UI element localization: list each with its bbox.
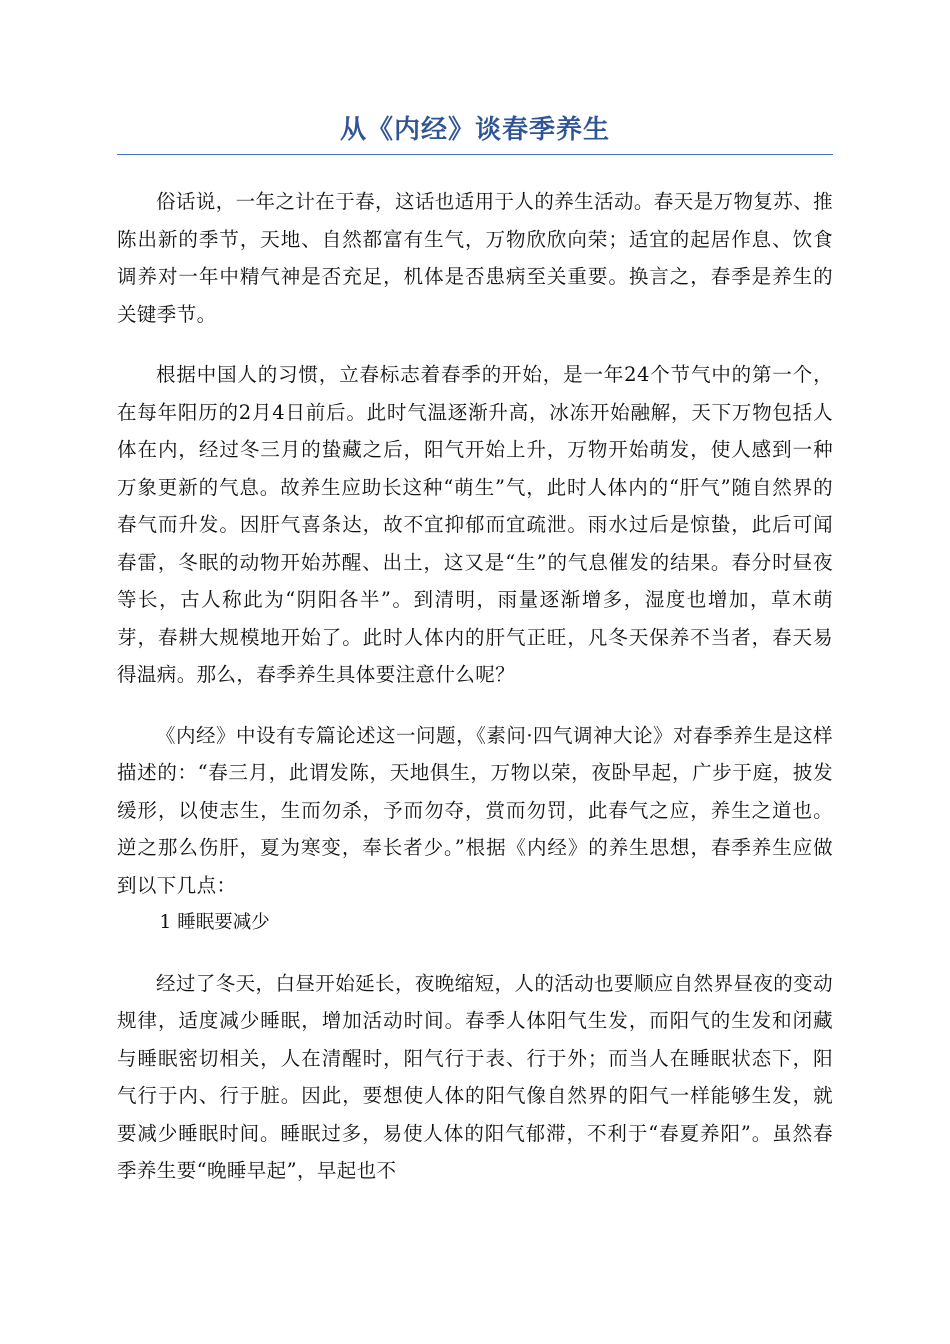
paragraph-lichun: 根据中国人的习惯，立春标志着春季的开始，是一年24个节气中的第一个，在每年阳历的2月4日前后。此时气温逐渐升高，冰冻开始融解，天下万物包括人体在内，经过冬三月的蛰藏之后，阳气开始上升，万物开始萌发，使人感到一种万象更新的气息。故养生应助长这种“萌生”气，此时人体内的“肝气”随自然界的春气而升发。因肝气喜条达，故不宜抑郁而宜疏泄。雨水过后是惊蛰，此后可闻春雷，冬眠的动物开始苏醒、出土，这又是“生”的气息催发的结果。春分时昼夜等长，古人称此为“阴阳各半”。到清明，雨量逐渐增多，湿度也增加，草木萌芽，春耕大规模地开始了。此时人体内的肝气正旺，凡冬天保养不当者，春天易得温病。那么，春季养生具体要注意什么呢？ xyxy=(117,363,833,686)
paragraph-sleep: 经过了冬天，白昼开始延长，夜晚缩短，人的活动也要顺应自然界昼夜的变动规律，适度减少睡眠，增加活动时间。春季人体阳气生发，而阳气的生发和闭藏与睡眠密切相关，人在清醒时，阳气行于表、行于外；而当人在睡眠状态下，阳气行于内、行于脏。因此，要想使人体的阳气像自然界的阳气一样能够生发，就要减少睡眠时间。睡眠过多，易使人体的阳气郁滞，不利于“春夏养阳”。虽然春季养生要“晚睡早起”，早起也不 xyxy=(117,971,833,1182)
document-page xyxy=(117,0,833,1190)
title-underline-divider xyxy=(117,154,833,155)
document-title: 从《内经》谈春季养生 xyxy=(339,115,610,145)
paragraph-neijing: 《内经》中设有专篇论述这一问题，《素问·四气调神大论》对春季养生是这样描述的：“春三月，此谓发陈，天地俱生，万物以荣，夜卧早起，广步于庭，披发缓形，以使志生，生而勿杀，予而勿夺，赏而勿罚，此春气之应，养生之道也。逆之那么伤肝，夏为寒变，奉长者少。”根据《内经》的养生思想，春季养生应做到以下几点： xyxy=(117,723,833,897)
section-heading-sleep: 1 睡眠要减少 xyxy=(159,912,270,933)
paragraph-intro: 俗话说，一年之计在于春，这话也适用于人的养生活动。春天是万物复苏、推陈出新的季节，天地、自然都富有生气，万物欣欣向荣；适宜的起居作息、饮食调养对一年中精气神是否充足，机体是否患病至关重要。换言之，春季是养生的关键季节。 xyxy=(117,190,833,326)
